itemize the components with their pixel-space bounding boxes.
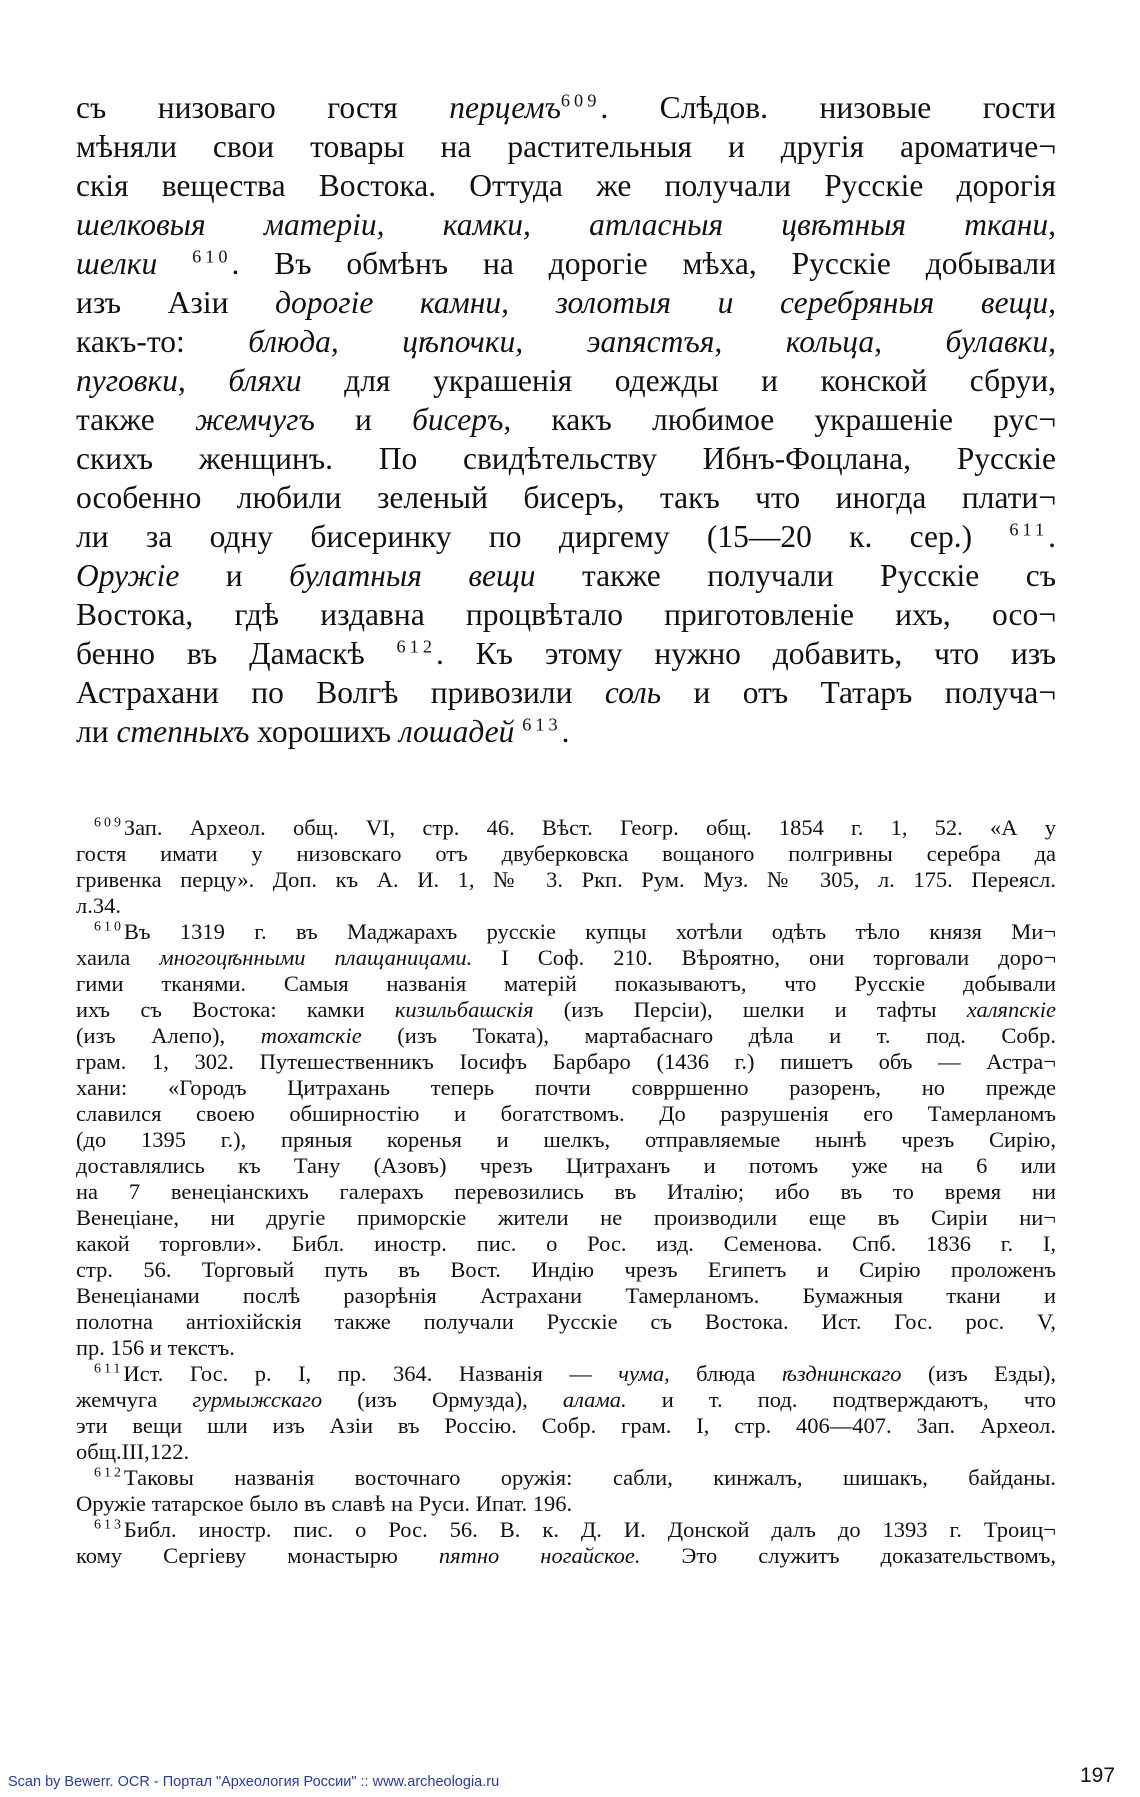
footnote-line: гривенка перцу». Доп. къ А. И. 1, № 3. Ркп. Рум. Муз. № 305, л. 175. Переясл. (76, 867, 1056, 892)
footnote-ref: 610 (192, 246, 232, 267)
footnote-line (76, 1387, 1056, 1413)
footnote-line (76, 945, 1056, 971)
text-run: и отъ Татаръ получа¬ (661, 675, 1056, 710)
text-line: скiя вещества Востока. Оттуда же получали Русскiе дорогiя (76, 168, 1056, 203)
text-line (76, 673, 1056, 712)
text-run: и (179, 558, 290, 593)
text-run: также (76, 402, 195, 437)
footnote-line: Венецiанами послѣ разорѣнiя Астрахани Тамерланомъ. Бумажныя ткани и (76, 1283, 1056, 1308)
italic-term: Оружiе (76, 558, 180, 593)
footnote-line: общ.III,122. (76, 1439, 190, 1464)
text-run: и (314, 402, 413, 437)
footnote-line: хани: «Городъ Цитрахань теперь почти соврршенно разоренъ, но прежде (76, 1075, 1056, 1100)
text-run: хаила (76, 945, 160, 970)
italic-term: лошадей (398, 714, 515, 749)
text-line (76, 244, 1056, 283)
footnote-611 (76, 1361, 1056, 1465)
text-line (76, 205, 1056, 244)
footnote-number: 609 (94, 815, 124, 831)
footnote-line (76, 1023, 1056, 1049)
italic-term: степныхъ (116, 714, 250, 749)
text-line (76, 400, 1056, 439)
footnote-613 (76, 1517, 1056, 1569)
italic-term: чума, (618, 1361, 670, 1386)
italic-term: шелковыя матерiи, камки, атласныя цвѣтныя ткани, (76, 207, 1056, 242)
text-line (76, 556, 1056, 595)
italic-term: булатныя вещи (289, 558, 536, 593)
italic-term: гурмыжскаго (192, 1387, 323, 1412)
footnote-ref: 609 (560, 90, 601, 111)
text-run: жемчуга (76, 1387, 193, 1412)
text-line (76, 361, 1056, 400)
footnote-number: 610 (94, 919, 124, 935)
text-run: . (561, 714, 570, 749)
italic-term: тохатскiе (260, 1023, 362, 1048)
italic-term: дорогiе камни, золотыя и серебряныя вещи, (275, 285, 1056, 320)
text-run: какъ-то: (76, 324, 249, 359)
footnote-line: Оружiе татарское было въ славѣ на Руси. Ипат. 196. (76, 1491, 573, 1516)
text-run: Зап. Археол. общ. VI, стр. 46. Вѣст. Геогр. общ. 1854 г. 1, 52. «А у (123, 815, 1056, 840)
text-line: Востока, гдѣ издавна процвѣтало приготовленiе ихъ, осо¬ (76, 597, 1056, 632)
text-run: (изъ Персiи), шелки и тафты (533, 997, 967, 1022)
italic-term: шелки (76, 246, 158, 281)
text-run: Это служитъ доказательствомъ, (640, 1543, 1057, 1568)
text-run: . Къ этому нужно добавить, что изъ (435, 636, 1056, 671)
footnote-line: эти вещи шли изъ Азiи въ Россiю. Собр. грам. I, стр. 406—407. Зап. Археол. (76, 1413, 1056, 1438)
text-run: (изъ Езды), (901, 1361, 1056, 1386)
text-run: . Слѣдов. низовые гости (600, 90, 1057, 125)
footnote-line: славился своею обширностiю и богатствомъ. До разрушенiя его Тамерланомъ (76, 1101, 1056, 1126)
page-number: 197 (1080, 1764, 1116, 1787)
text-run: Ист. Гос. р. I, пр. 364. Названiя — (123, 1361, 619, 1386)
footnote-line (76, 1361, 1056, 1387)
text-run: (изъ Токата), мартабаснаго дѣла и т. под. Собр. (361, 1023, 1056, 1048)
italic-term: многоцѣнными плащаницами. (159, 945, 473, 970)
text-line (76, 322, 1056, 361)
scan-credit: Scan by Bewerr. OCR - Портал "Археология России" :: www.archeologia.ru (8, 1774, 500, 1790)
text-run: съ низоваго гостя (76, 90, 450, 125)
text-line: скихъ женщинъ. По свидѣтельству Ибнъ-Фоцлана, Русскiе (76, 441, 1056, 476)
text-line (76, 634, 1056, 673)
text-line: особенно любили зеленый бисеръ, такъ что иногда плати¬ (76, 480, 1056, 515)
text-run: ли за одну бисеринку по диргему (15—20 к. сер.) (76, 519, 973, 554)
footnote-line (76, 1543, 1056, 1569)
text-run: Астрахани по Волгѣ привозили (76, 675, 605, 710)
footnote-line: грам. 1, 302. Путешественникъ Iосифъ Барбаро (1436 г.) пишетъ объ — Астра¬ (76, 1049, 1056, 1074)
footnote-line: пр. 156 и текстъ. (76, 1335, 235, 1360)
footnote-line: доставлялись къ Тану (Азовъ) чрезъ Цитраханъ и потомъ уже на 6 или (76, 1153, 1056, 1178)
text-run: бенно въ Дамаскѣ (76, 636, 397, 671)
italic-term: пятно ногайское. (438, 1543, 641, 1568)
text-run: (изъ Алепо), (76, 1023, 261, 1048)
text-run: . Въ обмѣнъ на дорогiе мѣха, Русскiе добывали (231, 246, 1057, 281)
text-run: (изъ Ормузда), (322, 1387, 563, 1412)
footnote-line (76, 1517, 1056, 1543)
text-run: I Соф. 210. Вѣроятно, они торговали доро¬ (472, 945, 1057, 970)
footnotes-block (76, 815, 1056, 1569)
footnote-line: полотна антiохiйскiя также получали Русскiе съ Востока. Ист. Гос. рос. V, (76, 1309, 1056, 1334)
footnote-609 (76, 815, 1056, 919)
text-run: ихъ съ Востока: камки (76, 997, 395, 1022)
main-text-block (76, 88, 1056, 751)
footnote-610 (76, 919, 1056, 1361)
footnote-number: 612 (94, 1465, 124, 1481)
footnote-line (76, 919, 1056, 945)
footnote-ref: 613 (522, 714, 562, 735)
footnote-line: (до 1395 г.), пряныя коренья и шелкъ, отправляемые нынѣ чрезъ Сирiю, (76, 1127, 1056, 1152)
footnote-line: какой торговли». Библ. иностр. пис. о Рос. изд. Семенова. Спб. 1836 г. I, (76, 1231, 1056, 1256)
text-line (76, 283, 1056, 322)
italic-term: алама. (562, 1387, 627, 1412)
footnote-line: гими тканями. Самыя названiя матерiй показываютъ, что Русскiе добывали (76, 971, 1056, 996)
footnote-line: на 7 венецiанскихъ галерахъ перевозились въ Италiю; ибо въ то время ни (76, 1179, 1056, 1204)
italic-term: халяпскiе (966, 997, 1056, 1022)
text-line (76, 517, 1056, 556)
italic-term: бисеръ, (412, 402, 512, 437)
text-run: для украшенiя одежды и конской сбруи, (301, 363, 1056, 398)
italic-term: ѣзднинскаго (781, 1361, 902, 1386)
text-run: и т. под. подтверждаютъ, что (626, 1387, 1056, 1412)
text-run: какъ любимое украшенiе рус¬ (511, 402, 1057, 437)
italic-term: пуговки, бляхи (76, 363, 302, 398)
italic-term: жемчугъ (194, 402, 315, 437)
footnote-ref: 612 (396, 636, 436, 657)
text-run: Библ. иностр. пис. о Рос. 56. В. к. Д. И. Донской далъ до 1393 г. Троиц¬ (123, 1517, 1056, 1542)
text-run: изъ Азiи (76, 285, 276, 320)
text-run: кому Сергiеву монастырю (76, 1543, 439, 1568)
text-line (76, 712, 1056, 751)
italic-term: перцемъ (449, 90, 561, 125)
footnote-line (76, 1465, 1056, 1491)
footnote-line: стр. 56. Торговый путь въ Вост. Индiю чрезъ Египетъ и Сирiю проложенъ (76, 1257, 1056, 1282)
text-run: Таковы названiя восточнаго оружiя: сабли, кинжалъ, шишакъ, байданы. (123, 1465, 1056, 1490)
italic-term: блюда, цѣпочки, эапястъя, кольца, булавки, (248, 324, 1056, 359)
footnote-line (76, 997, 1056, 1023)
text-line (76, 88, 1056, 127)
text-run: ли (76, 714, 117, 749)
text-run: . (1048, 519, 1057, 554)
footnote-line: Венецiане, ни другiе приморскiе жители не производили еще въ Сирiи ни¬ (76, 1205, 1056, 1230)
footnote-number: 611 (94, 1361, 124, 1377)
footnote-ref: 611 (1009, 519, 1049, 540)
italic-term: кизильбашскiя (394, 997, 534, 1022)
text-run: блюда (669, 1361, 782, 1386)
footnote-line: л.34. (76, 893, 121, 918)
text-line: мѣняли свои товары на растительныя и другiя ароматиче¬ (76, 129, 1056, 164)
text-run: также получали Русскiе съ (535, 558, 1057, 593)
footnote-line (76, 815, 1056, 841)
text-run: хорошихъ (249, 714, 399, 749)
text-run: Въ 1319 г. въ Маджарахъ русскiе купцы хотѣли одѣть тѣло князя Ми¬ (123, 919, 1056, 944)
footnote-612 (76, 1465, 1056, 1517)
italic-term: соль (604, 675, 662, 710)
footnote-line: гостя имати у низовскаго отъ двуберковска вощаного полгривны серебра да (76, 841, 1056, 866)
footnote-number: 613 (94, 1517, 124, 1533)
